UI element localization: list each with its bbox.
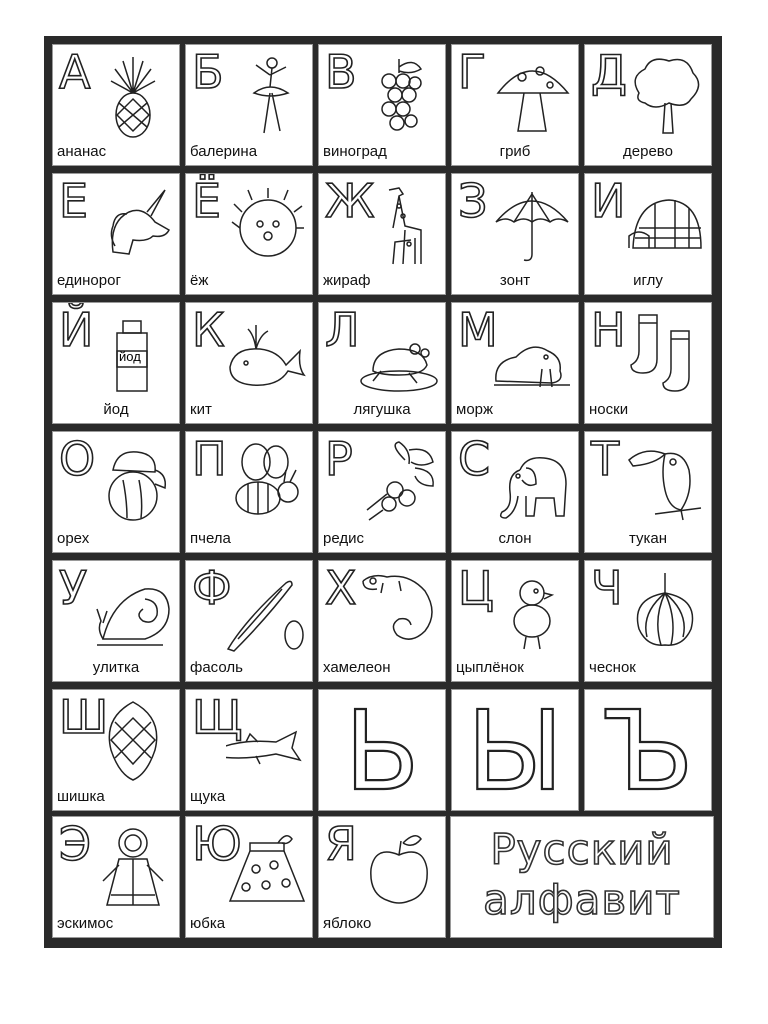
frog-icon xyxy=(359,311,439,397)
cell-yu xyxy=(185,816,313,938)
word-h: хамелеон xyxy=(323,659,391,676)
word-n: носки xyxy=(589,401,629,418)
walrus-icon xyxy=(492,311,572,397)
letter-i: И xyxy=(591,174,626,228)
letter-r: Р xyxy=(325,432,353,486)
cell-ts xyxy=(451,560,579,682)
letter-p: П xyxy=(192,432,227,486)
word-b: балерина xyxy=(190,143,258,160)
cell-y-hard xyxy=(451,689,579,811)
pineapple-icon xyxy=(93,53,173,139)
garlic-icon xyxy=(625,569,705,655)
pike-fish-icon xyxy=(226,698,306,784)
word-o: орех xyxy=(57,530,90,547)
iodine-label: йод xyxy=(119,349,141,364)
letter-h: Х xyxy=(325,561,357,615)
word-s: слон xyxy=(498,530,532,547)
cell-n xyxy=(584,302,712,424)
cell-i xyxy=(584,173,712,295)
letter-b: Б xyxy=(192,45,224,99)
skirt-icon xyxy=(226,825,306,911)
letter-e-rev: Э xyxy=(59,817,92,871)
cell-z xyxy=(451,173,579,295)
letter-z: З xyxy=(458,174,488,228)
word-l: лягушка xyxy=(353,401,411,418)
letter-k: К xyxy=(192,303,225,357)
ballerina-icon xyxy=(226,53,306,139)
cell-o xyxy=(52,431,180,553)
cell-shch xyxy=(185,689,313,811)
title-block xyxy=(450,816,714,938)
word-r: редис xyxy=(323,530,364,547)
whale-icon xyxy=(226,311,306,397)
cell-s xyxy=(451,431,579,553)
word-y-short: йод xyxy=(103,401,129,418)
letter-ts: Ц xyxy=(458,561,494,615)
letter-u: У xyxy=(59,561,88,615)
radish-icon xyxy=(359,440,439,526)
cell-y-short xyxy=(52,302,180,424)
word-g: гриб xyxy=(499,143,531,160)
word-v: виноград xyxy=(323,143,387,160)
cell-e xyxy=(52,173,180,295)
chameleon-icon xyxy=(359,569,439,655)
bee-icon xyxy=(226,440,306,526)
cell-hard-sign xyxy=(584,689,712,811)
word-a: ананас xyxy=(57,143,107,160)
cell-b xyxy=(185,44,313,166)
cell-v xyxy=(318,44,446,166)
cell-r xyxy=(318,431,446,553)
toucan-icon xyxy=(625,440,705,526)
apple-icon xyxy=(359,825,439,911)
hedgehog-icon xyxy=(226,182,306,268)
letter-a: А xyxy=(59,45,91,99)
word-m: морж xyxy=(456,401,494,418)
letter-ya: Я xyxy=(325,817,357,871)
word-ya: яблоко xyxy=(323,915,372,932)
unicorn-icon xyxy=(93,182,173,268)
cell-yo xyxy=(185,173,313,295)
cell-e-rev xyxy=(52,816,180,938)
letter-shch: Щ xyxy=(192,690,243,744)
letter-f: Ф xyxy=(192,561,232,615)
eskimo-icon xyxy=(93,825,173,911)
tree-icon xyxy=(625,53,705,139)
letter-sh: Ш xyxy=(59,690,109,744)
cell-u xyxy=(52,560,180,682)
letter-o: О xyxy=(59,432,96,486)
word-ch: чеснок xyxy=(589,659,636,676)
word-zh: жираф xyxy=(323,272,371,289)
cell-g xyxy=(451,44,579,166)
cell-f xyxy=(185,560,313,682)
cell-ch xyxy=(584,560,712,682)
cell-zh xyxy=(318,173,446,295)
iodine-bottle-icon xyxy=(93,311,173,397)
word-f: фасоль xyxy=(190,659,243,676)
snail-icon xyxy=(93,569,173,655)
letter-t: Т xyxy=(591,432,620,486)
word-d: дерево xyxy=(623,143,673,160)
word-sh: шишка xyxy=(57,788,105,805)
word-t: тукан xyxy=(628,530,668,547)
cell-h xyxy=(318,560,446,682)
cell-soft-sign xyxy=(318,689,446,811)
cell-l xyxy=(318,302,446,424)
alphabet-board xyxy=(44,36,722,948)
letter-l: Л xyxy=(325,303,360,357)
mushroom-icon xyxy=(492,53,572,139)
title-line-1: Русский xyxy=(490,825,674,874)
cell-p xyxy=(185,431,313,553)
bean-pod-icon xyxy=(226,569,306,655)
letter-v: В xyxy=(325,45,357,99)
cell-m xyxy=(451,302,579,424)
word-u: улитка xyxy=(92,659,140,676)
socks-icon xyxy=(625,311,705,397)
letter-zh: Ж xyxy=(325,174,375,228)
word-e-rev: эскимос xyxy=(57,915,114,932)
word-shch: щука xyxy=(190,788,226,805)
cell-sh xyxy=(52,689,180,811)
word-k: кит xyxy=(190,401,212,418)
word-ts: цыплёнок xyxy=(456,659,524,676)
pinecone-icon xyxy=(93,698,173,784)
igloo-icon xyxy=(625,182,705,268)
letter-s: С xyxy=(458,432,491,486)
letter-g: Г xyxy=(458,45,487,99)
letter-d: Д xyxy=(591,45,627,99)
word-i: иглу xyxy=(633,272,663,289)
letter-ch: Ч xyxy=(591,561,623,615)
cell-ya xyxy=(318,816,446,938)
letter-e: Е xyxy=(59,174,89,228)
word-z: зонт xyxy=(499,272,531,289)
word-e: единорог xyxy=(57,272,121,289)
letter-yery: Ы xyxy=(466,689,564,811)
title-line-2: алфавит xyxy=(483,875,681,924)
cell-d xyxy=(584,44,712,166)
elephant-icon xyxy=(492,440,572,526)
letter-yo: Ё xyxy=(192,174,222,228)
letter-y-short: Й xyxy=(59,303,94,357)
giraffe-icon xyxy=(359,182,439,268)
letter-yu: Ю xyxy=(192,817,242,871)
cell-t xyxy=(584,431,712,553)
cell-k xyxy=(185,302,313,424)
word-yu: юбка xyxy=(190,915,226,932)
chick-icon xyxy=(492,569,572,655)
umbrella-icon xyxy=(492,182,572,268)
word-p: пчела xyxy=(190,530,231,547)
hazelnut-icon xyxy=(93,440,173,526)
grapes-icon xyxy=(359,53,439,139)
word-yo: ёж xyxy=(190,272,209,289)
letter-m: М xyxy=(458,303,498,357)
letter-soft-sign: Ь xyxy=(344,689,420,811)
letter-n: Н xyxy=(591,303,626,357)
letter-hard-sign: Ъ xyxy=(602,689,694,811)
cell-a xyxy=(52,44,180,166)
